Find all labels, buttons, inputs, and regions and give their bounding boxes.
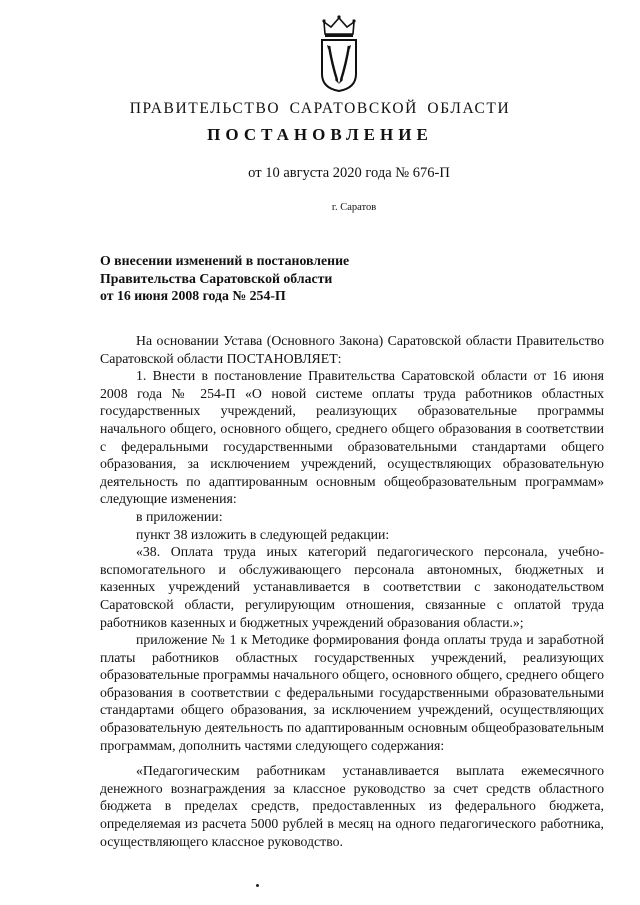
- document-subject: [100, 252, 420, 305]
- paragraph-appendix-1: приложение № 1 к Методике формирования фонда оплаты труда и заработной платы работников областных государственных учреждений, реализующих образовательные программы начального общего, основного общего, среднего общего образования в соответствии с федеральными государственными образовательными стандартами общего образования, за исключением учреждений, осуществляющих образовательную деятельность по адаптированным основным общеобразовательным программам, дополнить частями следующего содержания:: [100, 632, 604, 753]
- paragraph-clause-38-text: «38. Оплата труда иных категорий педагогического персонала, учебно-вспомогательного и обслуживающего персонала автономных, бюджетных и казенных учреждений устанавливается в соответствии с законодательством Саратовской области, регулирующим отношения, связанные с оплатой труда работников казенных и бюджетных учреждений образования области.»;: [100, 544, 604, 630]
- document-date-number: от 10 августа 2020 года № 676-П: [248, 165, 450, 181]
- subject-line-1: О внесении изменений в постановление: [100, 253, 350, 268]
- subject-line-2: Правительства Саратовской области: [100, 270, 333, 286]
- document-body: [100, 332, 604, 850]
- paragraph-basis: На основании Устава (Основного Закона) Саратовской области Правительство Саратовской области ПОСТАНОВЛЯЕТ:: [100, 333, 604, 366]
- saratov-crown-shield-icon: [316, 14, 362, 92]
- paragraph-item-1: 1. Внести в постановление Правительства Саратовской области от 16 июня 2008 года № 254-П «О новой системе оплаты труда работников областных государственных учреждений, реализующих образовательные программы начального общего, основного общего, среднего общего образования в соответствии с федеральными государственными образовательными стандартами общего образования, за исключением учреждений, осуществляющих образовательную деятельность по адаптированным основным общеобразовательным программам» следующие изменения:: [100, 368, 604, 507]
- organization-title: ПРАВИТЕЛЬСТВО САРАТОВСКОЙ ОБЛАСТИ: [129, 100, 511, 117]
- subject-line-3: от 16 июня 2008 года № 254-П: [100, 288, 286, 303]
- document-city: г. Саратов: [331, 202, 377, 213]
- page-mark-dot: [256, 884, 259, 887]
- coat-of-arms-emblem: [316, 14, 362, 92]
- paragraph-clause-38-intro: пункт 38 изложить в следующей редакции:: [136, 526, 390, 542]
- paragraph-class-teacher-payment: «Педагогическим работникам устанавливается выплата ежемесячного денежного вознаграждения за классное руководство за счет средств областного бюджета в пределах средств, предоставленных из федерального бюджета, определяемая из расчета 5000 рублей в месяц на одного педагогического работника, осуществляющего классное руководство.: [100, 763, 604, 849]
- paragraph-in-appendix: в приложении:: [136, 508, 223, 524]
- document-type-title: ПОСТАНОВЛЕНИЕ: [207, 125, 433, 144]
